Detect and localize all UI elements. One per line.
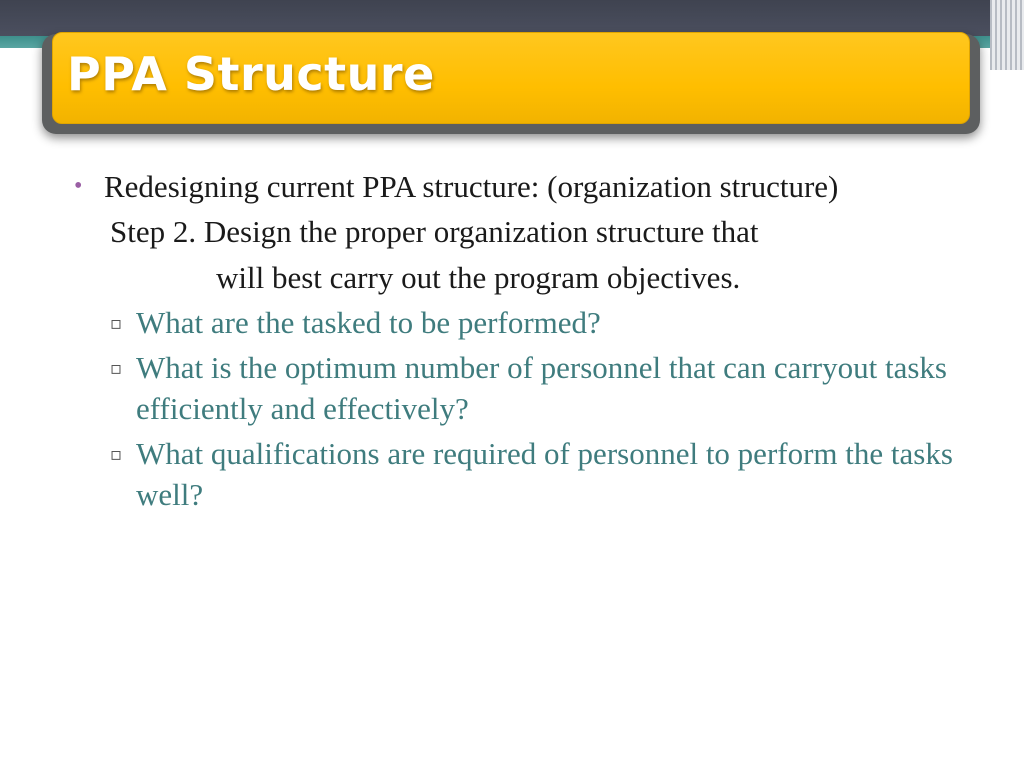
title-banner bbox=[52, 32, 970, 124]
sub-bullet-item bbox=[74, 302, 954, 343]
bullet-text: Redesigning current PPA structure: (organization structure) bbox=[104, 169, 839, 204]
bullet-dot-icon: • bbox=[74, 173, 83, 199]
sub-bullet-item bbox=[74, 433, 954, 515]
right-decor-lines bbox=[990, 0, 1024, 70]
small-square-icon: ▫ bbox=[110, 444, 123, 465]
sub-bullet-item bbox=[74, 347, 954, 429]
step-line-2: will best carry out the program objectives. bbox=[216, 260, 741, 295]
slide-content bbox=[74, 166, 954, 515]
slide-title: PPA Structure bbox=[67, 47, 435, 101]
sub-bullet-text: What are the tasked to be performed? bbox=[136, 305, 601, 340]
small-square-icon: ▫ bbox=[110, 313, 123, 334]
small-square-icon: ▫ bbox=[110, 358, 123, 379]
step-line-1: Step 2. Design the proper organization structure that bbox=[110, 214, 759, 249]
sub-bullet-text: What qualifications are required of personnel to perform the tasks well? bbox=[136, 436, 953, 512]
top-decor-band bbox=[0, 0, 1024, 36]
sub-bullet-text: What is the optimum number of personnel that can carryout tasks efficiently and effectively? bbox=[136, 350, 947, 426]
bullet-item bbox=[74, 166, 954, 207]
